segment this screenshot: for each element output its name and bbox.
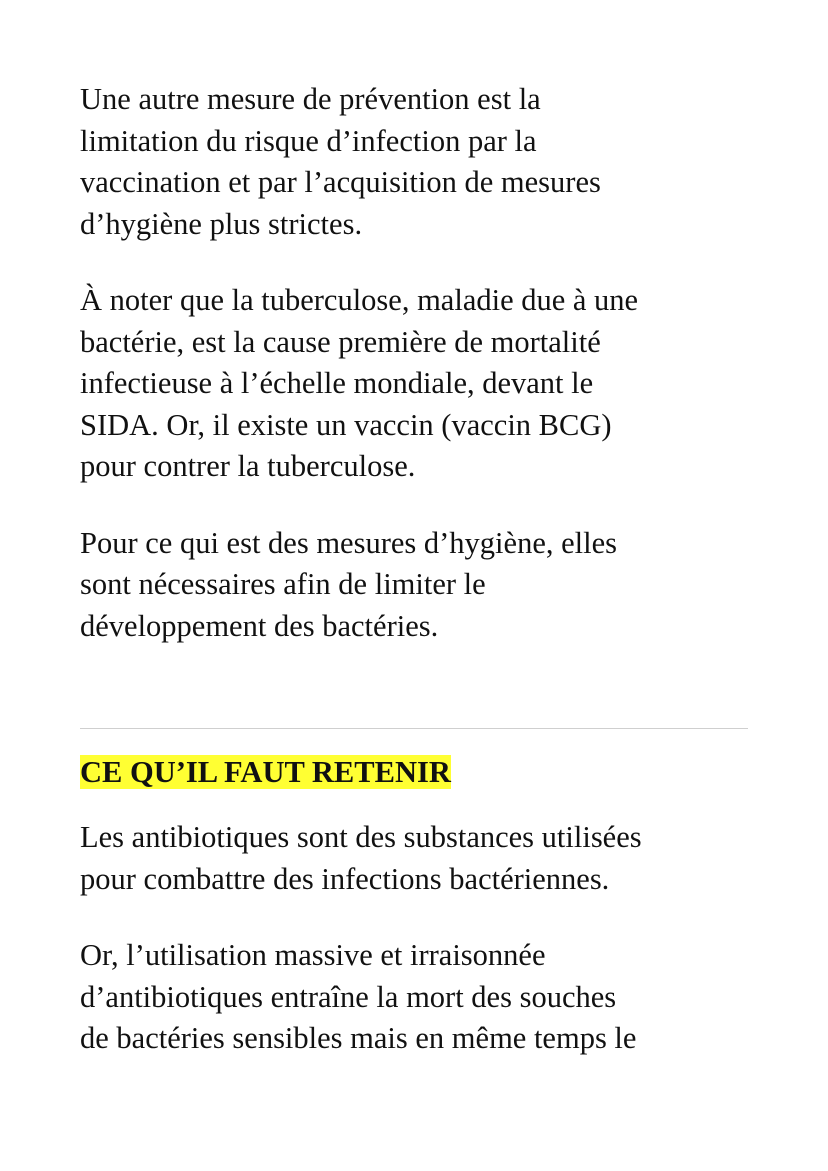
text-line: Or, l’utilisation massive et irraisonnée [80, 938, 546, 972]
highlighted-heading-text: CE QU’IL FAUT RETENIR [80, 755, 451, 789]
text-line: Une autre mesure de prévention est la [80, 82, 541, 116]
paragraph-antibiotiques [80, 817, 770, 900]
text-line: sont nécessaires afin de limiter le [80, 567, 486, 601]
text-line: de bactéries sensibles mais en même temps le [80, 1021, 637, 1055]
text-line: infectieuse à l’échelle mondiale, devant le [80, 366, 594, 400]
text-line: d’hygiène plus strictes. [80, 206, 363, 241]
text-line: d’antibiotiques entraîne la mort des souches [80, 979, 617, 1014]
text-line: développement des bactéries. [80, 608, 439, 643]
section-divider [80, 728, 748, 729]
document-body-top [80, 79, 770, 647]
section-heading [80, 752, 451, 794]
paragraph-prevention [80, 79, 770, 245]
paragraph-hygiene [80, 523, 770, 648]
text-line: À noter que la tuberculose, maladie due à une [80, 283, 639, 317]
paragraph-utilisation [80, 935, 770, 1060]
text-line: vaccination et par l’acquisition de mesures [80, 165, 601, 199]
document-body-bottom [80, 817, 770, 1060]
paragraph-tuberculose [80, 280, 770, 488]
text-line: pour contrer la tuberculose. [80, 449, 416, 483]
text-line: bactérie, est la cause première de mortalité [80, 324, 601, 359]
text-line: Pour ce qui est des mesures d’hygiène, elles [80, 525, 617, 560]
text-line: pour combattre des infections bactériennes. [80, 861, 610, 896]
text-line: limitation du risque d’infection par la [80, 123, 537, 158]
text-line: SIDA. Or, il existe un vaccin (vaccin BCG) [80, 407, 612, 442]
text-line: Les antibiotiques sont des substances utilisées [80, 820, 642, 854]
